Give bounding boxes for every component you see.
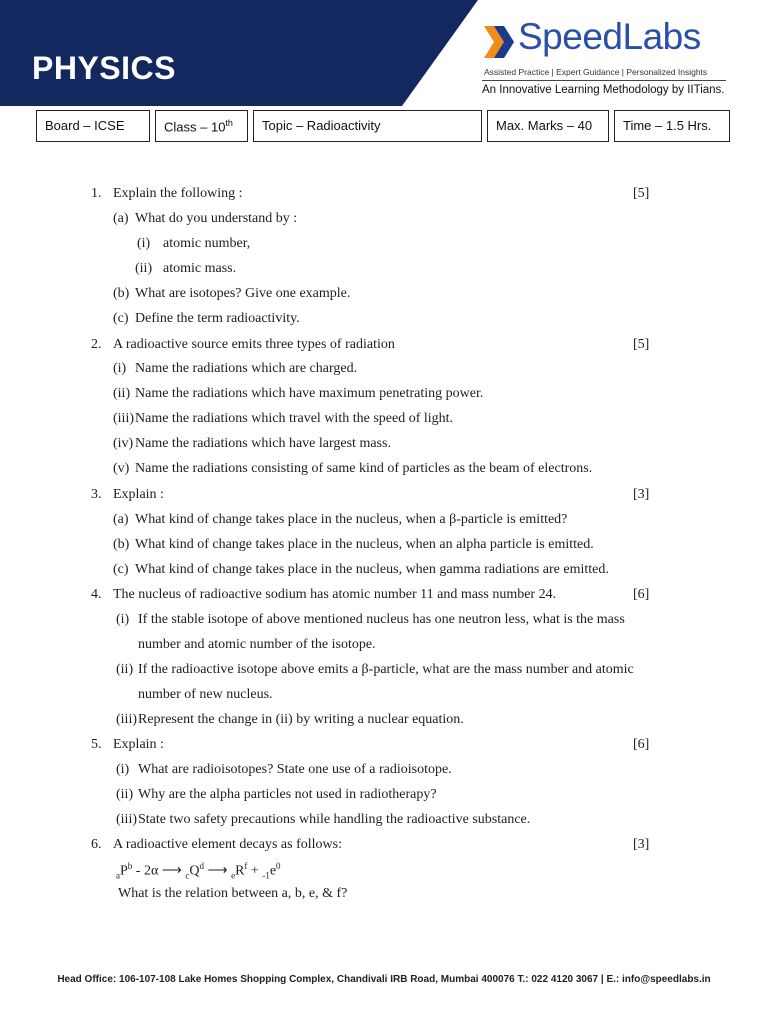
q6-relation-question: What is the relation between a, b, e, & f? [118, 886, 348, 901]
q1a-label: (a) [113, 211, 129, 226]
q1-text: Explain the following : [113, 186, 243, 201]
speed-arrows-icon [482, 22, 516, 62]
q6-marks: [3] [633, 837, 650, 852]
class-superscript: th [225, 118, 233, 128]
q6-number: 6. [91, 837, 102, 852]
q2-iv-label: (iv) [113, 436, 134, 451]
footer-contact: Head Office: 106-107-108 Lake Homes Shopping Complex, Chandivali IRB Road, Mumbai 400076 T.: 022 4120 3067 | E.: info@speedlabs.in [57, 974, 711, 985]
logo-divider [482, 80, 726, 81]
q2-text: A radioactive source emits three types of radiation [113, 337, 395, 352]
q4-i-continued: number and atomic number of the isotope. [138, 637, 376, 652]
class-box [155, 110, 248, 142]
q3c-text: What kind of change takes place in the nucleus, when gamma radiations are emitted. [135, 562, 609, 577]
logo-methodology: An Innovative Learning Methodology by IITians. [482, 84, 725, 96]
time-box [614, 110, 730, 142]
q5-iii-text: State two safety precautions while handling the radioactive substance. [138, 812, 531, 827]
q3b-text: What kind of change takes place in the nucleus, when an alpha particle is emitted. [135, 537, 594, 552]
q4-ii-text: If the radioactive isotope above emits a β-particle, what are the mass number and atomic [138, 662, 634, 677]
q2-i-label: (i) [113, 361, 127, 376]
q4-ii-label: (ii) [116, 662, 134, 677]
q2-ii-text: Name the radiations which have maximum penetrating power. [135, 386, 484, 401]
q5-text: Explain : [113, 737, 164, 752]
q3a-label: (a) [113, 512, 129, 527]
q4-text: The nucleus of radioactive sodium has atomic number 11 and mass number 24. [113, 587, 557, 602]
logo-tagline: Assisted Practice | Expert Guidance | Personalized Insights [484, 67, 708, 77]
q3c-label: (c) [113, 562, 129, 577]
q1a-i-text: atomic number, [163, 236, 251, 251]
board-text: Board – ICSE [45, 118, 125, 133]
max-marks-text: Max. Marks – 40 [496, 118, 593, 133]
q2-iv-text: Name the radiations which have largest mass. [135, 436, 391, 451]
q5-i-text: What are radioisotopes? State one use of a radioisotope. [138, 762, 452, 777]
q1-marks: [5] [633, 186, 650, 201]
q5-ii-label: (ii) [116, 787, 134, 802]
q3-marks: [3] [633, 487, 650, 502]
q1b-text: What are isotopes? Give one example. [135, 286, 351, 301]
q1b-label: (b) [113, 286, 130, 301]
q2-i-text: Name the radiations which are charged. [135, 361, 358, 376]
decay-equation: $_aP^b - 2\alpha$ ⟶ $_cQ^d$ ⟶ $_eR^f + _{-1}e^0$ [116, 861, 281, 881]
q3-text: Explain : [113, 487, 164, 502]
speedlabs-logo [482, 16, 732, 100]
q2-v-label: (v) [113, 461, 130, 476]
q1a-i-label: (i) [137, 236, 151, 251]
q2-number: 2. [91, 337, 102, 352]
subject-title: PHYSICS [32, 50, 176, 86]
q1c-text: Define the term radioactivity. [135, 311, 300, 326]
q2-v-text: Name the radiations consisting of same kind of particles as the beam of electrons. [135, 461, 593, 476]
q3a-text: What kind of change takes place in the nucleus, when a β-particle is emitted? [135, 512, 568, 527]
q4-iii-label: (iii) [116, 712, 137, 727]
q1c-label: (c) [113, 311, 129, 326]
q1-number: 1. [91, 186, 102, 201]
q4-number: 4. [91, 587, 102, 602]
q4-ii-continued: number of new nucleus. [138, 687, 273, 702]
topic-text: Topic – Radioactivity [262, 118, 381, 133]
q2-marks: [5] [633, 337, 650, 352]
q3b-label: (b) [113, 537, 130, 552]
topic-box [253, 110, 482, 142]
logo-wordmark: SpeedLabs [518, 16, 701, 57]
q4-i-label: (i) [116, 612, 130, 627]
q5-iii-label: (iii) [116, 812, 137, 827]
q3-number: 3. [91, 487, 102, 502]
marks-box [487, 110, 609, 142]
q4-iii-text: Represent the change in (ii) by writing a nuclear equation. [138, 712, 464, 727]
q1a-ii-label: (ii) [135, 261, 153, 276]
q4-marks: [6] [633, 587, 650, 602]
board-box [36, 110, 150, 142]
q2-iii-text: Name the radiations which travel with the speed of light. [135, 411, 454, 426]
q5-ii-text: Why are the alpha particles not used in radiotherapy? [138, 787, 437, 802]
q5-marks: [6] [633, 737, 650, 752]
q2-ii-label: (ii) [113, 386, 131, 401]
q5-number: 5. [91, 737, 102, 752]
time-text: Time – 1.5 Hrs. [623, 118, 712, 133]
q1a-ii-text: atomic mass. [163, 261, 237, 276]
class-text: Class – 10 [164, 119, 226, 135]
q2-iii-label: (iii) [113, 411, 134, 426]
q5-i-label: (i) [116, 762, 130, 777]
q1a-text: What do you understand by : [135, 211, 298, 226]
q6-text: A radioactive element decays as follows: [113, 837, 342, 852]
q4-i-text: If the stable isotope of above mentioned nucleus has one neutron less, what is the mass [138, 612, 625, 627]
